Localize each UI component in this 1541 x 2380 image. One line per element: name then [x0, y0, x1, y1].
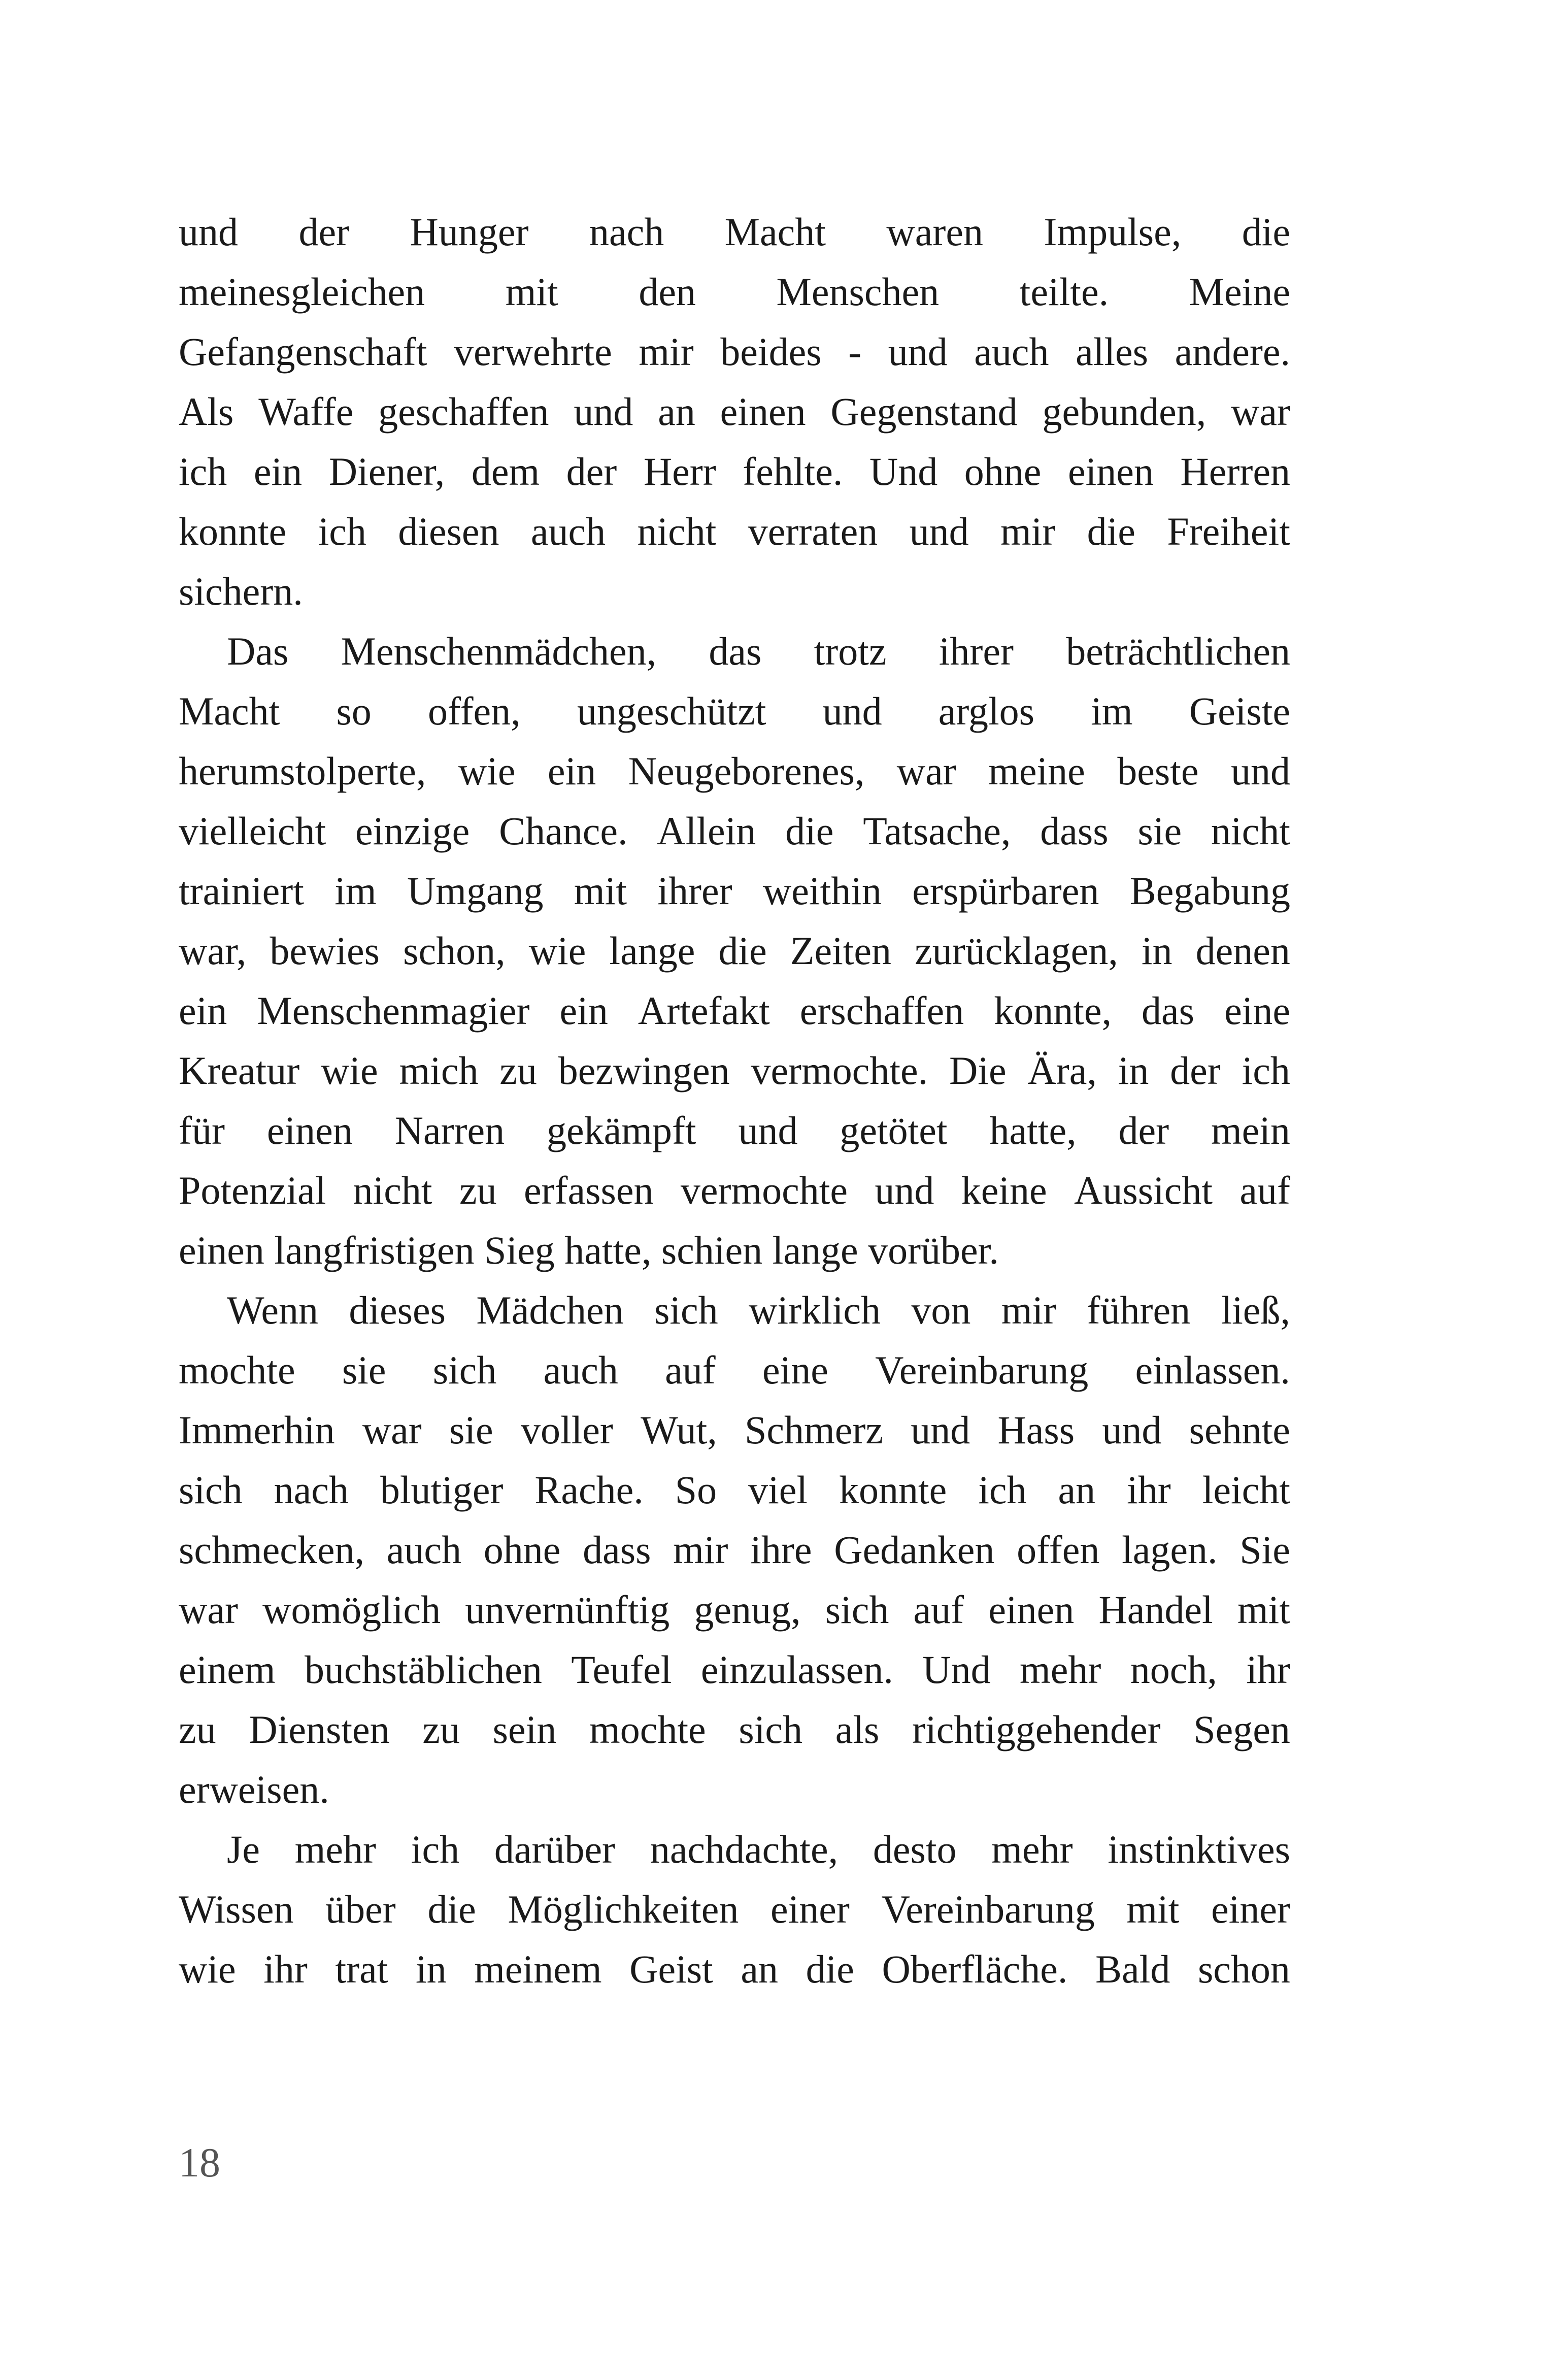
text-line: trainiert im Umgang mit ihrer weithin erspürbaren Begabung — [179, 869, 1290, 913]
text-line: sich nach blutiger Rache. So viel konnte ich an ihr leicht — [179, 1468, 1290, 1512]
text-line: schmecken, auch ohne dass mir ihre Gedanken offen lagen. Sie — [179, 1528, 1290, 1572]
text-line: meinesgleichen mit den Menschen teilte. Meine — [179, 270, 1290, 314]
text-line: sichern. — [179, 569, 303, 613]
text-line: Macht so offen, ungeschützt und arglos im Geiste — [179, 689, 1290, 733]
text-line: und der Hunger nach Macht waren Impulse, die — [179, 210, 1290, 254]
text-line: Kreatur wie mich zu bezwingen vermochte. Die Ära, in der ich — [179, 1048, 1290, 1093]
text-line: konnte ich diesen auch nicht verraten und mir die Freiheit — [179, 509, 1290, 553]
text-line: Als Waffe geschaffen und an einen Gegenstand gebunden, war — [179, 389, 1290, 434]
text-line: Das Menschenmädchen, das trotz ihrer beträchtlichen — [227, 629, 1290, 673]
text-line: Wissen über die Möglichkeiten einer Vereinbarung mit einer — [179, 1887, 1290, 1931]
text-line: für einen Narren gekämpft und getötet hatte, der mein — [179, 1108, 1290, 1152]
text-line: einem buchstäblichen Teufel einzulassen. Und mehr noch, ihr — [179, 1647, 1290, 1692]
text-line: Gefangenschaft verwehrte mir beides - und auch alles andere. — [179, 329, 1290, 374]
text-line: war womöglich unvernünftig genug, sich auf einen Handel mit — [179, 1588, 1290, 1632]
text-line: vielleicht einzige Chance. Allein die Tatsache, dass sie nicht — [179, 809, 1290, 853]
text-line: wie ihr trat in meinem Geist an die Oberfläche. Bald schon — [179, 1947, 1290, 1991]
text-line: ein Menschenmagier ein Artefakt erschaffen konnte, das eine — [179, 988, 1290, 1033]
text-line: ich ein Diener, dem der Herr fehlte. Und ohne einen Herren — [179, 449, 1290, 493]
text-line: Potenzial nicht zu erfassen vermochte und keine Aussicht auf — [179, 1168, 1290, 1212]
text-line: Je mehr ich darüber nachdachte, desto mehr instinktives — [227, 1827, 1290, 1871]
text-line: Wenn dieses Mädchen sich wirklich von mir führen ließ, — [227, 1288, 1290, 1332]
text-line: einen langfristigen Sieg hatte, schien lange vorüber. — [179, 1228, 999, 1272]
page-number: 18 — [179, 2139, 220, 2186]
text-line: war, bewies schon, wie lange die Zeiten zurücklagen, in denen — [179, 929, 1290, 973]
text-line: herumstolperte, wie ein Neugeborenes, war meine beste und — [179, 749, 1290, 793]
text-line: mochte sie sich auch auf eine Vereinbarung einlassen. — [179, 1348, 1290, 1392]
body-text — [179, 202, 1290, 1999]
text-line: Immerhin war sie voller Wut, Schmerz und Hass und sehnte — [179, 1408, 1290, 1452]
text-line: zu Diensten zu sein mochte sich als richtiggehender Segen — [179, 1707, 1290, 1751]
text-line: erweisen. — [179, 1767, 329, 1811]
